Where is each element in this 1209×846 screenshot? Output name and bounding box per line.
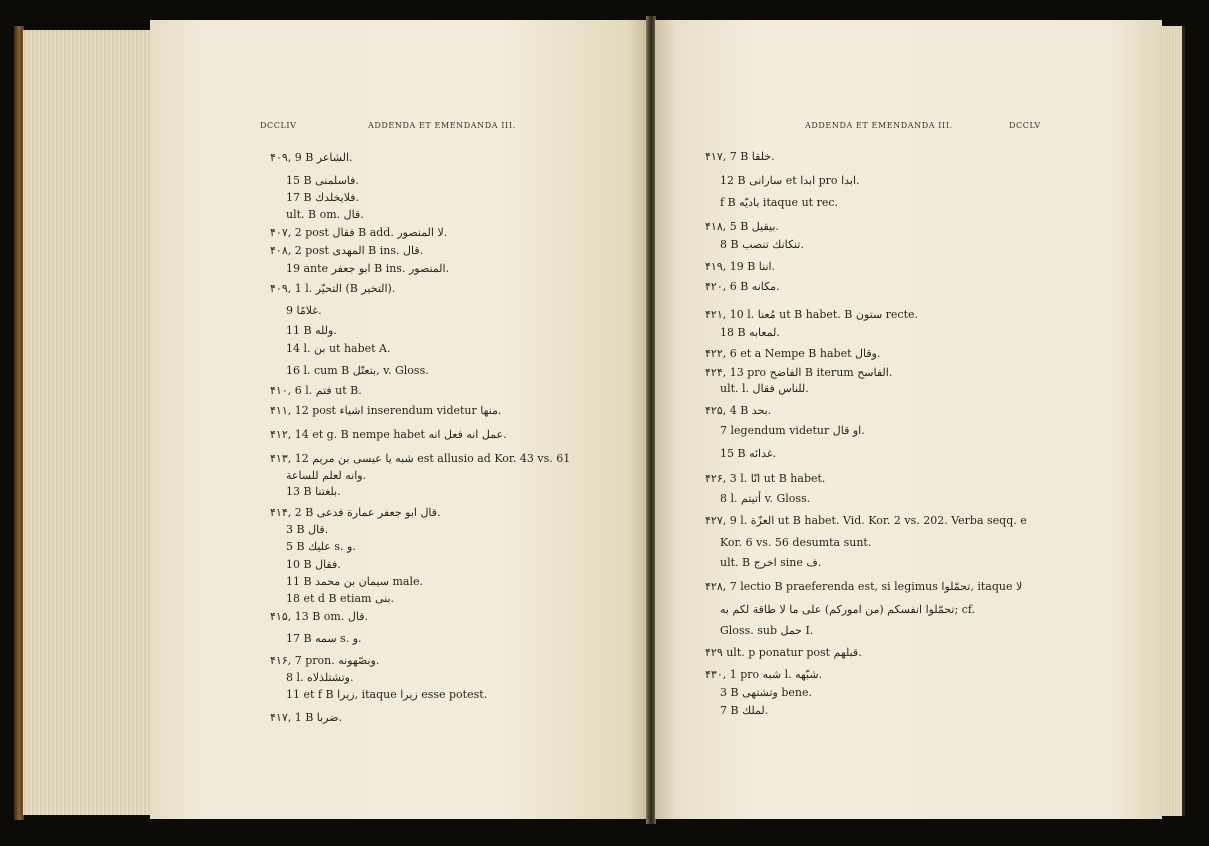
text-line: ۴۰۷, 2 post فقال B add. لا المنصور. bbox=[270, 226, 448, 239]
text-line: 15 B غدائه. bbox=[720, 447, 777, 460]
text-line: ult. l. للناس فقال. bbox=[720, 382, 809, 395]
text-line: ۴۱۷, 1 B ضربا. bbox=[270, 711, 343, 724]
text-line: 3 B وتشتهی bene. bbox=[720, 686, 812, 699]
text-line: ۴۱۳, 12 شبه یا عیسی بن مریم est allusio ad Kor. 43 vs. 61 bbox=[270, 452, 571, 465]
text-line: 18 B لمعابه. bbox=[720, 326, 780, 339]
text-line: ۴۱۶, 7 pron. وبصّهونه. bbox=[270, 654, 380, 667]
text-line: ۴۲۶, 3 l. انّا ut B habet. bbox=[705, 472, 826, 485]
text-line: 19 ante ابو جعفر B ins. المنصور. bbox=[286, 262, 450, 275]
text-line: ۴۲۸, 7 lectio B praeferenda est, si legimus تحمّلوا, itaque لا bbox=[705, 580, 1023, 593]
right-running-title: ADDENDA ET EMENDANDA III. bbox=[805, 121, 953, 130]
text-line: ۴۱۸, 5 B بيقيل. bbox=[705, 220, 779, 233]
text-line: ۴۲۹ ult. p ponatur post قبلهم. bbox=[705, 646, 862, 659]
right-page-stack bbox=[1160, 26, 1185, 816]
left-folio: DCCLIV bbox=[260, 121, 297, 130]
text-line: تحمّلوا انفسکم (من امورکم) علی ما لا طاقة لکم به; cf. bbox=[720, 603, 976, 616]
text-line: 18 et d B etiam بنی. bbox=[286, 592, 395, 605]
text-line: 3 B قال. bbox=[286, 523, 329, 536]
text-line: 8 l. وتشتلذلاه. bbox=[286, 671, 354, 684]
text-line: ۴۱۱, 12 post اشياء inserendum videtur منها. bbox=[270, 404, 502, 417]
text-line: Kor. 6 vs. 56 desumta sunt. bbox=[720, 536, 872, 549]
text-line: 14 l. بن ut habet A. bbox=[286, 342, 391, 355]
text-line: 17 B فلایخلدك. bbox=[286, 191, 360, 204]
text-line: Gloss. sub حمل I. bbox=[720, 624, 814, 637]
text-line: ۴۳۰, 1 pro شبه l. شبّهه. bbox=[705, 668, 823, 681]
text-line: ۴۱۷, 7 B خلقا. bbox=[705, 150, 775, 163]
text-line: 11 B ولله. bbox=[286, 324, 337, 337]
text-line: 12 B سارانی et ابدا pro ابدا. bbox=[720, 174, 860, 187]
text-line: 7 legendum videtur او قال. bbox=[720, 424, 865, 437]
text-line: ۴۲۲, 6 et a Nempe B habet وقال. bbox=[705, 347, 881, 360]
text-line: f B بادیّه itaque ut rec. bbox=[720, 196, 838, 209]
right-page bbox=[655, 20, 1162, 819]
text-line: 15 B فاسلمنی. bbox=[286, 174, 359, 187]
text-line: ۴۱۲, 14 et g. B nempe habet عمل انه فعل انه. bbox=[270, 428, 507, 441]
text-line: 17 B سمه s. و. bbox=[286, 632, 362, 645]
left-running-title: ADDENDA ET EMENDANDA III. bbox=[368, 121, 516, 130]
text-line: ult. B om. قال. bbox=[286, 208, 364, 221]
text-line: ۴۲۷, 9 l. العزّة ut B habet. Vid. Kor. 2 vs. 202. Verba seqq. e bbox=[705, 514, 1027, 527]
text-line: ۴۰۹, 9 B الشاعر. bbox=[270, 151, 353, 164]
text-line: 7 B لملك. bbox=[720, 704, 769, 717]
text-line: ۴۲۱, 10 l. مُعنا ut B habet. B ستون recte. bbox=[705, 308, 919, 321]
text-line: ۴۱۹, 19 B اننا. bbox=[705, 260, 776, 273]
text-line: ۴۲۴, 13 pro الفاضح B iterum الفاسح. bbox=[705, 366, 893, 379]
text-line: 9 غلامًا. bbox=[286, 304, 322, 317]
text-line: 13 B بلغتنا. bbox=[286, 485, 341, 498]
text-line: 10 B فقال. bbox=[286, 558, 341, 571]
text-line: وانه لعلم للساعة. bbox=[286, 469, 367, 482]
text-line: 11 et f B زیرا, itaque زیرا esse potest. bbox=[286, 688, 488, 701]
left-page-stack bbox=[20, 30, 155, 815]
text-line: ۴۰۸, 2 post المهدی B ins. قال. bbox=[270, 244, 424, 257]
right-folio: DCCLV bbox=[1009, 121, 1041, 130]
text-line: 11 B سیمان بن محمد male. bbox=[286, 575, 423, 588]
text-line: ۴۲۵, 4 B بحد. bbox=[705, 404, 772, 417]
text-line: ۴۱۰, 6 l. فتم ut B. bbox=[270, 384, 362, 397]
text-line: ۴۱۵, 13 B om. قال. bbox=[270, 610, 368, 623]
text-line: ۴۲۰, 6 B مکانه. bbox=[705, 280, 780, 293]
left-page bbox=[150, 20, 648, 819]
text-line: 5 B علیك s. و. bbox=[286, 540, 356, 553]
text-line: ult. B اخرج sine ف. bbox=[720, 556, 822, 569]
text-line: 8 B تنکانك تنصب. bbox=[720, 238, 804, 251]
text-line: 16 l. cum B بتعتّل, v. Gloss. bbox=[286, 364, 429, 377]
text-line: ۴۰۹, 1 l. التحيّر (B التخير). bbox=[270, 282, 396, 295]
text-line: ۴۱۴, 2 B قال ابو جعفر عمارة فدعی. bbox=[270, 506, 441, 519]
text-line: 8 l. أتيتم v. Gloss. bbox=[720, 492, 811, 505]
